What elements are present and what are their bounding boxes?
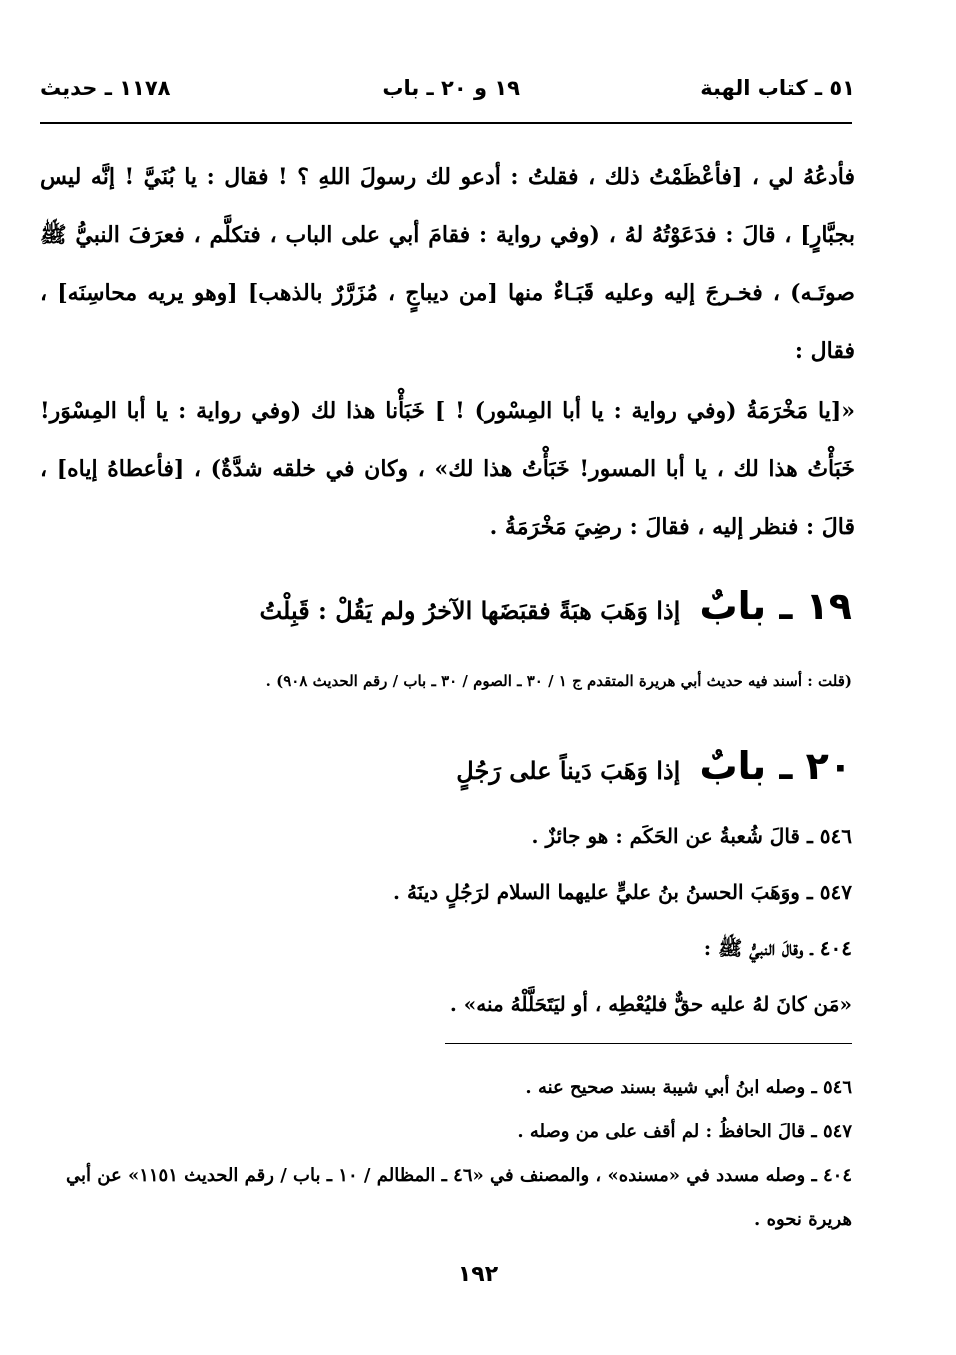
paragraph-2: «[يا مَخْرَمَةُ (وفي رواية : يا أبا المِسْور) ! ] خَبَأْنا هذا لك (وفي رواية : يا أبا المِسْوَر! خَبَأْتُ هذا لك ، يا أبا المسور! خَبَأْتُ هذا لك» ، وكان في خلقه شدَّةٌ) ، [فأعطاهُ إياه] ، قالَ : فنظر إليه ، فقالَ : رضِيَ مَخْرَمَةُ . — [40, 398, 855, 540]
chapter-heading-20 — [40, 744, 852, 788]
chapter-19-number: ١٩ ـ بابٌ — [699, 584, 852, 628]
hadith-entries — [40, 808, 852, 1032]
footnote-rule — [445, 1043, 852, 1044]
page-number: ١٩٢ — [457, 1262, 499, 1287]
entry-404-quote: «مَن كانَ لهُ عليه حقٌّ فليُعْطِه ، أو ليَتَحَلَّلْهُ منه» . — [449, 992, 852, 1016]
header-book-title: ٥١ ـ كتاب الهبة — [700, 76, 855, 100]
entry-546: ٥٤٦ ـ قالَ شُعبةُ عن الحَكَم : هو جائزٌ . — [531, 824, 852, 848]
hadith-quote — [40, 382, 855, 556]
editor-note: (قلت : أسند فيه حديث أبي هريرة المتقدم ج ١ / ٣٠ ـ الصوم / ٣٠ ـ باب / رقم الحديث ٩٠٨) . — [265, 672, 852, 690]
footnote-404: ٤٠٤ ـ وصله مسدد في «مسنده» ، والمصنف في «٤٦ ـ المظالم / ١٠ ـ باب / رقم الحديث ١١٥١» عن أبي هريرة نحوه . — [65, 1165, 852, 1230]
footnotes — [40, 1066, 852, 1242]
entry-547: ٥٤٧ ـ ووَهَبَ الحسنُ بنُ عليٍّ عليهما السلام لرَجُلٍ دينَهُ . — [393, 880, 852, 904]
chapter-heading-19 — [40, 584, 852, 628]
footnote-547: ٥٤٧ ـ قالَ الحافظُ : لم أقف على من وصله . — [517, 1121, 852, 1142]
chapter-20-number: ٢٠ ـ بابٌ — [699, 744, 852, 788]
running-header — [40, 76, 855, 116]
paragraph-1: فأدعُهُ لي ، [فأعْظَمْتُ ذلك ، فقلتُ : أدعو لك رسولَ اللهِ ؟ ! فقال : يا بُنَيَّ ! إنَّه ليس بجبَّارٍ] ، قالَ : فدَعَوْتُهُ لهُ ، (وفي رواية : فقامَ أبي على الباب ، فتكلَّم ، فعرَفَ النبيُّ ﷺ صوتَـه) ، فخـرجَ إليه وعليه قَبَـاءٌ منها [من ديباجٍ ، مُزَرَّرٌ بالذهب] [وهو يريه محاسِنَه] ، فقال : — [40, 164, 855, 364]
chapter-19-title: إذا وَهَبَ هبَةً فقبَضَها الآخرُ ولم يَقُلْ : قَبِلْتُ — [259, 596, 681, 625]
hadith-text-continuation — [40, 148, 855, 380]
header-hadith-number: ١١٧٨ ـ حديث — [40, 76, 171, 100]
header-rule — [40, 122, 852, 124]
header-chapter: ١٩ و ٢٠ ـ باب — [382, 76, 520, 100]
chapter-20-title: إذا وَهَبَ دَيناً على رَجُلٍ — [456, 756, 681, 785]
footnote-546: ٥٤٦ ـ وصله ابنُ أبي شيبة بسند صحيح عنه . — [525, 1077, 852, 1098]
entry-404: ٤٠٤ ـ وقالَ النبيُّ ﷺ : — [703, 936, 852, 960]
